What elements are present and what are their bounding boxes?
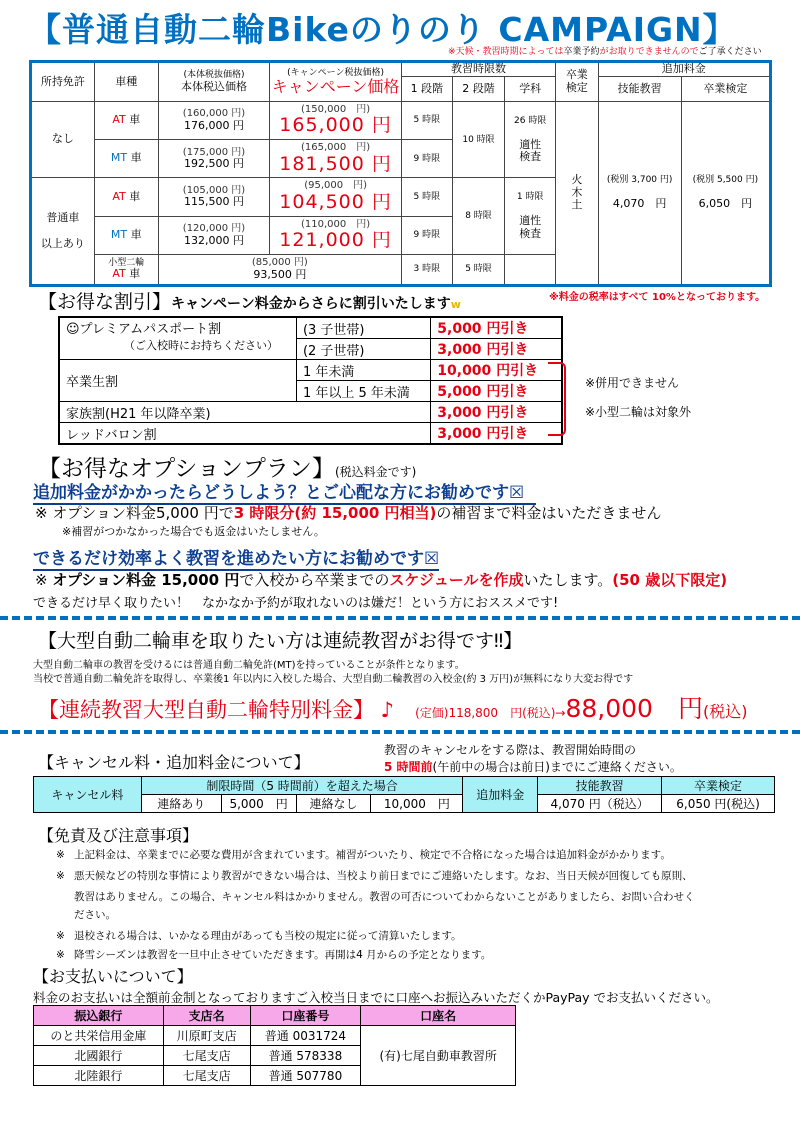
- note-3: [56, 926, 462, 947]
- option2-b: オプション料金 15,000 円: [52, 571, 240, 589]
- bigbike-price-special: 88,000 円: [565, 694, 703, 723]
- options-subtitle: (税込料金です): [334, 465, 417, 479]
- subject-aptitude: 適性: [519, 214, 542, 228]
- option2-c: で入校から卒業までの: [239, 571, 390, 589]
- extra-skill-fee: [598, 101, 681, 285]
- account-number: 普通 0031724: [250, 1026, 361, 1046]
- option2-question: できるだけ効率よく教習を進めたい方にお勧めです☒: [33, 544, 439, 571]
- base-price: 132,000 円: [183, 233, 244, 247]
- base-price-cell: [158, 140, 270, 178]
- stage1-hours: 5 時限: [401, 178, 452, 216]
- payment-instructions: 料金のお支払いは全額前金制となっておりますご入校当日までに口座へお振込みいただくかPayPay でお支払いください。: [33, 990, 719, 1005]
- header-exam: 卒業検定: [681, 77, 770, 102]
- discount-subtitle: キャンペーン料金からさらに割引いたします: [171, 296, 451, 312]
- subject-cell: [505, 101, 556, 178]
- title-note-part2: 卒業予約: [563, 47, 600, 57]
- note-mark: ※: [56, 849, 65, 861]
- base-price: 176,000 円: [183, 118, 244, 132]
- account-number: 普通 507780: [250, 1066, 361, 1086]
- extra-exam-label: 卒業検定: [662, 777, 775, 795]
- note-mark: ※: [56, 870, 65, 882]
- license-normal-2: 以上あり: [40, 236, 85, 250]
- title-note: [448, 44, 762, 57]
- bigbike-price-title: 【連続教習大型自動二輪特別料金】 ♪: [38, 698, 395, 722]
- extra-skill-label: 技能教習: [538, 777, 662, 795]
- cancel-with-contact-fee: 5,000 円: [221, 795, 296, 813]
- discount-table: [58, 316, 563, 445]
- premium-2child-amount: 3,000 円引き: [431, 339, 562, 360]
- note-1: [56, 845, 671, 866]
- extra-skill-fee: 4,070 円（税込）: [538, 795, 662, 813]
- tax-note: ※料金の税率はすべて 10%となっております。: [549, 292, 766, 303]
- premium-passport-label: ☺プレミアムパスポート割: [66, 322, 222, 337]
- campaign-price-ex: (95,000 円): [304, 180, 367, 192]
- campaign-price: 104,500 円: [279, 190, 392, 213]
- divider-2: [0, 730, 800, 734]
- family-discount-amount: 3,000 円引き: [431, 402, 562, 423]
- header-vehicle: 車種: [94, 62, 158, 102]
- vehicle-suffix: 車: [129, 267, 141, 281]
- base-price: 115,500 円: [183, 195, 244, 209]
- subject-test: 検査: [519, 226, 542, 240]
- subject-hours: 26 時限: [514, 115, 547, 126]
- base-price-ex: (120,000 円): [182, 223, 246, 235]
- campaign-price: 165,000 円: [279, 114, 392, 137]
- stage2-hours: 5 時限: [452, 254, 505, 285]
- vehicle-type: MT: [110, 227, 128, 241]
- option2-a: ※: [35, 571, 53, 589]
- bank-name: 北國銀行: [34, 1046, 164, 1066]
- note-2-text-c: ださい。: [74, 909, 116, 921]
- note-mark: ※: [56, 930, 65, 942]
- campaign-price-cell: [270, 101, 402, 139]
- redbaron-discount-amount: 3,000 円引き: [431, 423, 562, 445]
- small-price: 93,500 円: [253, 267, 307, 281]
- cancel-no-contact-fee: 10,000 円: [371, 795, 463, 813]
- option1-c: の補習まで料金はいただきません: [436, 504, 662, 522]
- premium-3child-amount: 5,000 円引き: [431, 317, 562, 339]
- day-thu: 木: [571, 185, 583, 199]
- vehicle-type: MT: [110, 151, 128, 165]
- note-2: [56, 866, 693, 887]
- header-account-name: 口座名: [361, 1006, 516, 1026]
- stage1-hours: 3 時限: [401, 254, 452, 285]
- premium-2child: (2 子世帯): [296, 339, 430, 360]
- header-license: 所持免許: [31, 62, 95, 102]
- family-discount: 家族割(H21 年以降卒業): [59, 402, 431, 423]
- vehicle-cell: [94, 216, 158, 254]
- subject-cell: [505, 178, 556, 255]
- campaign-price-cell: [270, 216, 402, 254]
- header-base-label: 本体税込価格: [180, 79, 247, 93]
- vehicle-type: AT: [112, 189, 126, 203]
- vehicle-suffix: 車: [129, 113, 141, 127]
- vehicle-type: AT: [112, 113, 126, 127]
- header-account: 口座番号: [250, 1006, 361, 1026]
- cancel-over-time: 制限時間（5 時間前）を超えた場合: [141, 777, 463, 795]
- discount-brace: [548, 362, 566, 436]
- base-price-cell: [158, 216, 270, 254]
- bigbike-price: [38, 689, 747, 725]
- note-4-text: 降雪シーズンは教習を一旦中止させていただきます。再開は4 月からの予定となります。: [74, 949, 492, 961]
- discount-mark: w: [450, 298, 461, 311]
- option1-a: ※ オプション料金5,000 円で: [35, 504, 234, 522]
- bigbike-heading: 【大型自動二輪車を取りたい方は連続教習がお得です‼】: [38, 630, 523, 652]
- graduate-discount: 卒業生割: [59, 360, 296, 402]
- premium-passport-note: （ご入校時にお持ちください）: [124, 339, 278, 352]
- options-title: 【お得なオプションプラン】: [38, 456, 335, 482]
- subject-hours: 1 時限: [516, 192, 544, 203]
- cancel-note-1: 教習のキャンセルをする際は、教習開始時間の: [384, 743, 637, 757]
- license-none: なし: [31, 101, 95, 178]
- discount-note-combine: ※併用できません: [585, 376, 680, 390]
- note-2-text-b: 教習はありません。この場合、キャンセル料はかかりません。教習の可否についてわからないことがありましたら、お問い合わせく: [74, 891, 695, 903]
- graduate-under1: 1 年未満: [296, 360, 430, 381]
- campaign-price-ex: (165,000 円): [301, 142, 371, 154]
- base-price-ex: (160,000 円): [182, 108, 246, 120]
- campaign-price-ex: (110,000 円): [301, 218, 371, 230]
- vehicle-type: AT: [112, 267, 126, 281]
- vehicle-cell: [94, 140, 158, 178]
- payment-heading: 【お支払いについて】: [33, 967, 193, 986]
- extra-exam-fee: 6,050 円(税込): [662, 795, 775, 813]
- stage1-hours: 9 時限: [401, 216, 452, 254]
- option1-b: 3 時限分(約 15,000 円相当): [233, 504, 437, 522]
- cancel-fee-label: キャンセル料: [34, 777, 142, 813]
- header-extra: 追加料金: [598, 62, 770, 77]
- header-grad-2: 検定: [565, 80, 588, 94]
- branch-name: 七尾支店: [163, 1046, 250, 1066]
- header-hours: 教習時限数: [401, 62, 555, 77]
- bank-name: 北陸銀行: [34, 1066, 164, 1086]
- header-base-small: (本体税抜価格): [183, 70, 245, 81]
- extra-exam-fee: [681, 101, 770, 285]
- option2-f: (50 歳以下限定): [612, 571, 728, 589]
- note-2-text-a: 悪天候などの特別な事情により教習ができない場合は、当校より前日までにご連絡いたします。なお、当日天候が回復しても原則、: [74, 870, 693, 882]
- cancel-note-rest: (午前中の場合は前日)までにご連絡ください。: [432, 760, 682, 774]
- graduate-1to5-amount: 5,000 円引き: [431, 381, 562, 402]
- graduate-1to5: 1 年以上 5 年未満: [296, 381, 430, 402]
- note-mark: ※: [56, 949, 65, 961]
- vehicle-suffix: 車: [130, 227, 142, 241]
- option1-sub: ※補習がつかなかった場合でも返金はいたしません。: [62, 525, 325, 538]
- day-sat: 土: [571, 198, 583, 212]
- option1-line: [35, 502, 661, 523]
- cancel-with-contact: 連絡あり: [141, 795, 221, 813]
- small-bike-label: 小型二輪: [108, 257, 145, 268]
- header-stage1: 1 段階: [401, 77, 452, 102]
- title-note-part3: がお取りできませんので: [599, 47, 699, 57]
- subject-test: 検査: [519, 150, 542, 164]
- bigbike-line2: 当校で普通自動二輪免許を取得し、卒業後1 年以内に入校した場合、大型自動二輪教習の入校金(約 3 万円)が無料になり大変お得です: [33, 674, 634, 685]
- cancel-note-2: [384, 758, 682, 775]
- title-campaign: のりのり CAMPAIGN】: [349, 10, 737, 49]
- cancel-heading: 【キャンセル料・追加料金について】: [38, 753, 310, 772]
- cancel-no-contact: 連絡なし: [296, 795, 371, 813]
- option2-d: スケジュールを作成: [389, 571, 524, 589]
- option2-line: [35, 569, 727, 590]
- small-price-ex: (85,000 円): [251, 257, 308, 269]
- base-price-ex: (175,000 円): [182, 146, 246, 158]
- bigbike-price-tax: (税込): [702, 702, 748, 721]
- header-base-price: [158, 62, 270, 102]
- title-note-part4: ご了承ください: [698, 47, 762, 57]
- exam-fee: 6,050 円: [698, 197, 753, 211]
- payment-table: [33, 1005, 516, 1086]
- stage1-hours: 5 時限: [401, 101, 452, 139]
- license-normal: [31, 178, 95, 286]
- header-subject: 学科: [505, 77, 556, 102]
- premium-passport-cell: [59, 317, 296, 360]
- divider-1: [0, 616, 800, 620]
- cancel-deadline: 5 時間前: [384, 760, 433, 774]
- base-price-cell: [158, 101, 270, 139]
- header-graduation: [556, 62, 599, 102]
- title-note-part1: ※天候・教習時期によっては: [448, 47, 564, 57]
- vehicle-cell: [94, 101, 158, 139]
- campaign-price-cell: [270, 140, 402, 178]
- campaign-price-ex: (150,000 円): [301, 103, 371, 115]
- header-grad-1: 卒業: [565, 68, 588, 82]
- discount-note-small: ※小型二輪は対象外: [585, 405, 692, 419]
- account-number: 普通 578338: [250, 1046, 361, 1066]
- day-tue: 火: [571, 173, 583, 186]
- license-normal-1: 普通車: [46, 211, 80, 225]
- skill-fee-ex: (税別 3,700 円): [606, 175, 673, 186]
- redbaron-discount: レッドバロン割: [59, 423, 431, 445]
- branch-name: 川原町支店: [163, 1026, 250, 1046]
- graduation-days: [556, 101, 599, 285]
- base-price-cell: [158, 178, 270, 216]
- option1-question: 追加料金がかかったらどうしよう？とご心配な方にお勧めです☒: [33, 478, 536, 505]
- vehicle-small-cell: [94, 254, 158, 285]
- title-main: 【普通自動二輪: [28, 10, 266, 49]
- note-3-text: 退校される場合は、いかなる理由があっても当校の規定に従って清算いたします。: [74, 930, 462, 942]
- base-price: 192,500 円: [183, 157, 244, 171]
- price-table: [29, 60, 772, 287]
- graduate-under1-amount: 10,000 円引き: [431, 360, 562, 381]
- bank-name: のと共栄信用金庫: [34, 1026, 164, 1046]
- extra-fee-label: 追加料金: [463, 777, 538, 813]
- bigbike-price-regular: (定価)118,800 円(税込)→: [415, 706, 566, 720]
- cancel-table: [33, 776, 775, 813]
- title-bike: Bike: [266, 10, 350, 49]
- header-skill: 技能教習: [598, 77, 681, 102]
- notes-heading: 【免責及び注意事項】: [38, 826, 199, 845]
- header-bank: 振込銀行: [34, 1006, 164, 1026]
- option2-e: いたします。: [523, 571, 613, 589]
- campaign-price: 121,000 円: [279, 229, 392, 252]
- header-campaign-price: [270, 62, 402, 102]
- stage2-hours: 10 時限: [452, 101, 505, 178]
- header-stage2: 2 段階: [452, 77, 505, 102]
- discount-title: 【お得な割引】: [38, 291, 172, 313]
- bigbike-line1: 大型自動二輪車の教習を受けるには普通自動二輪免許(MT)を持っていることが条件となります。: [33, 660, 465, 671]
- stage1-hours: 9 時限: [401, 140, 452, 178]
- note-4: [56, 945, 491, 966]
- account-holder: (有)七尾自動車教習所: [361, 1026, 516, 1086]
- note-1-text: 上記料金は、卒業までに必要な費用が含まれています。補習がついたり、検定で不合格になった場合は追加料金がかかります。: [74, 849, 671, 861]
- premium-3child: (3 子世帯): [296, 317, 430, 339]
- stage2-hours: 8 時限: [452, 178, 505, 255]
- vehicle-suffix: 車: [129, 189, 141, 203]
- vehicle-suffix: 車: [130, 151, 142, 165]
- vehicle-cell: [94, 178, 158, 216]
- header-campaign-small: (キャンペーン税抜価格): [287, 67, 385, 78]
- campaign-price: 181,500 円: [279, 152, 392, 175]
- option2-recommend: できるだけ早く取りたい！ なかなか予約が取れないのは嫌だ！という方におススメです!: [33, 596, 559, 611]
- branch-name: 七尾支店: [163, 1066, 250, 1086]
- header-branch: 支店名: [163, 1006, 250, 1026]
- header-campaign-label: キャンペーン価格: [271, 76, 400, 96]
- small-price-cell: [158, 254, 401, 285]
- discount-heading: [38, 287, 461, 314]
- skill-fee: 4,070 円: [612, 197, 667, 211]
- exam-fee-ex: (税別 5,500 円): [692, 175, 759, 186]
- base-price-ex: (105,000 円): [182, 184, 246, 196]
- campaign-price-cell: [270, 178, 402, 216]
- subject-aptitude: 適性: [519, 137, 542, 151]
